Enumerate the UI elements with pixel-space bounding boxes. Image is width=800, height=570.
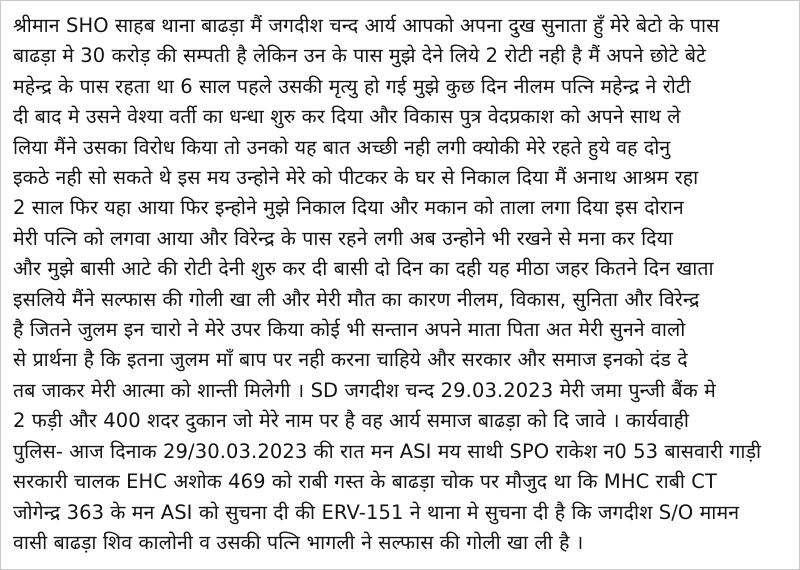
statement-text-block [13, 11, 787, 558]
text-line: जोगेन्द्र 363 के मन ASI को सुचना दी की ERV-151 ने थाना मे सुचना दी है कि जगदीश S/O मामन [13, 500, 740, 524]
text-line: बाढड़ा मे 30 करोड़ की सम्पती है लेकिन उन के पास मुझे देने लिये 2 रोटी नही है मैं अपने छोटे बेटे [13, 44, 707, 68]
text-line: से प्रार्थना है कि इतना जुलम माँ बाप पर नही करना चाहिये और सरकार और समाज इनको दंड दे [13, 348, 688, 372]
text-line: पुलिस- आज दिनाक 29/30.03.2023 की रात मन ASI मय साथी SPO राकेश न0 53 बासवारी गाड़ी [13, 439, 762, 463]
text-line: सरकारी चालक EHC अशोक 469 को राबी गस्त के बाढड़ा चोक पर मौजुद था कि MHC राबी CT [13, 470, 718, 494]
text-line: इकठे नही सो सकते थे इस मय उन्होने मेरे को पीटकर के घर से निकाल दिया मैं अनाथ आश्रम रहा [13, 166, 699, 190]
text-line: है जितने जुलम इन चारो ने मेरे उपर किया कोई भी सन्तान अपने माता पिता अत मेरी सुनने वालो [13, 318, 686, 342]
text-line: तब जाकर मेरी आत्मा को शान्ती मिलेगी । SD जगदीश चन्द 29.03.2023 मेरी जमा पुन्जी बैंक मे [13, 378, 716, 402]
text-line: 2 साल फिर यहा आया फिर इन्होने मुझे निकाल दिया और मकान को ताला लगा दिया इस दोरान [13, 196, 684, 220]
text-line: लिया मैंने उसका विरोध किया तो उनको यह बात अच्छी नही लगी क्योकी मेरे रहते हुये वह दोनु [13, 135, 671, 159]
text-line: और मुझे बासी आटे की रोटी देनी शुरु कर दी बासी दो दिन का दही यह मीठा जहर कितने दिन खाता [13, 257, 714, 281]
text-line: श्रीमान SHO साहब थाना बाढड़ा मैं जगदीश चन्द आर्य आपको अपना दुख सुनाता हुँ मेरे बेटो के पास [13, 14, 720, 37]
text-line: वासी बाढड़ा शिव कालोनी व उसकी पत्नि भागली ने सल्फास की गोली खा ली है । [13, 530, 584, 554]
text-line: इसलिये मैंने सल्फास की गोली खा ली और मेरी मौत का कारण नीलम, विकास, सुनिता और विरेन्द्र [13, 287, 700, 311]
text-line: 2 फड़ी और 400 शदर दुकान जो मेरे नाम पर है वह आर्य समाज बाढड़ा को दि जावे । कार्यवाही [13, 409, 689, 433]
text-line: मेरी पत्नि को लगवा आया और विरेन्द्र के पास रहने लगी अब उन्होने भी रखने से मना कर दिया [13, 226, 674, 250]
text-line: महेन्द्र के पास रहता था 6 साल पहले उसकी मृत्यु हो गई मुझे कुछ दिन नीलम पत्नि महेन्द्र ने रोटी [13, 74, 691, 98]
text-line: दी बाद मे उसने वेश्या वर्ती का धन्धा शुरु कर दिया और विकास पुत्र वेदप्रकाश को अपने साथ ले [13, 105, 681, 129]
